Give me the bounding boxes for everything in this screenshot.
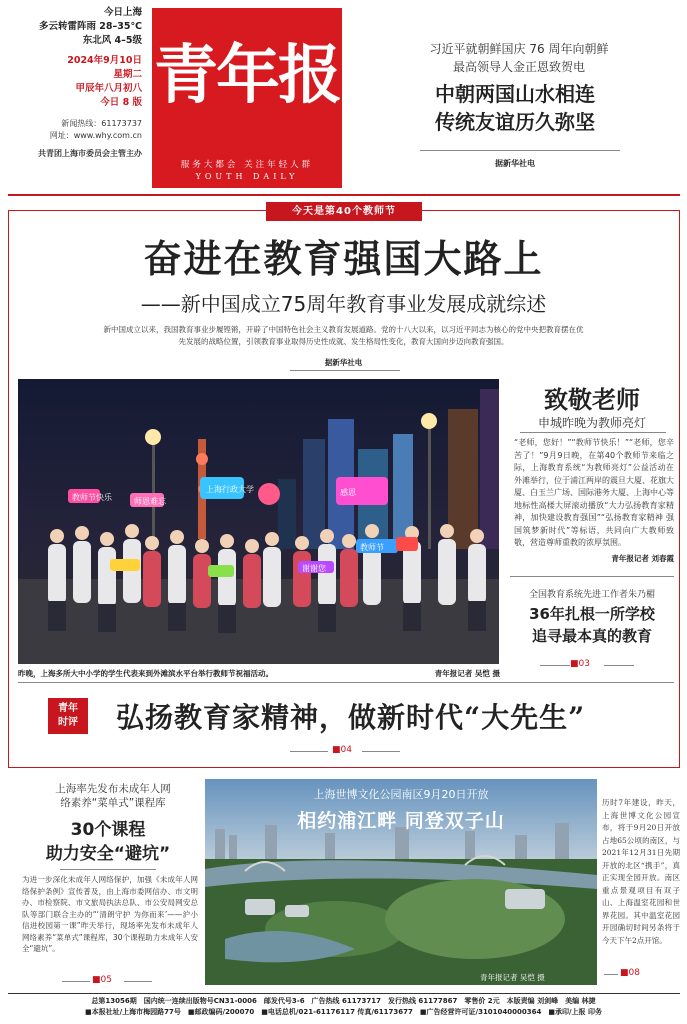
imprint-footer — [0, 996, 687, 1018]
expo-park-headline: 相约浦江畔 同登双子山 — [297, 810, 505, 832]
commentary-page-ref[interactable]: ■04 — [332, 745, 352, 755]
top-story-source: 据新华社电 — [495, 159, 535, 168]
weather-line-2: 东北风 4–5级 — [82, 35, 142, 46]
zhu-headline — [508, 603, 676, 647]
photo-sign-text: 教师节快乐 — [72, 493, 112, 502]
zhu-page-ref[interactable]: ■03 — [570, 659, 590, 669]
publisher: 共青团上海市委员会主管主办 — [38, 149, 142, 158]
lead-source: 据新华社电 — [324, 358, 363, 367]
photo-sign-text: 师恩难忘 — [134, 497, 166, 506]
masthead-title: 青年报 — [154, 38, 340, 113]
weather-title: 今日上海 — [103, 7, 142, 18]
minor-safety-body: 为进一步深化未成年人网络保护，加强《未成年人网络保护条例》宣传普及，由上海市委网信办、市文明办、市检察院、市文旅局执法总队、市公安局网安总队等部门联合主办的“‘清朗守护 为你而来’——沪小信进校园第一课”昨天举行，现场率先发布未成年人网络素养“菜单式”课程库，30个课程助力未成年人安全“避坑”。 — [22, 875, 198, 953]
lead-paragraph: 新中国成立以来，我国教育事业步履铿锵，开辟了中国特色社会主义教育发展道路。党的十八大以来，以习近平同志为核心的党中央把教育摆在优先发展的战略位置，引领教育事业取得历史性成就、发生格局性变化，教育大国向步迈向教育强国。 — [103, 325, 584, 346]
weather-line-1: 多云转雷阵雨 28–35℃ — [38, 21, 142, 32]
zhu-page-rule-left — [540, 665, 570, 666]
photo-caption: 昨晚，上海多所大中小学的学生代表来到外滩滨水平台举行教师节祝福活动。 — [18, 669, 273, 678]
minor-kicker-line-2: 络素养“菜单式”课程库 — [60, 797, 166, 809]
left-info-column — [16, 6, 142, 160]
website: 网址：www.why.com.cn — [49, 131, 142, 140]
commentary-badge-line-1: 青年 — [58, 703, 78, 714]
zhu-headline-line-2: 追寻最本真的教育 — [531, 627, 652, 645]
issue-lunar-date: 甲辰年八月初八 — [75, 83, 142, 94]
commentary-badge — [48, 698, 88, 734]
expo-park-page-ref[interactable]: ■08 — [620, 968, 640, 978]
minor-page-ref[interactable]: ■05 — [92, 975, 112, 985]
imprint-line-1: 总第13056期 国内统一连续出版物号CN31-0006 邮发代号3-6 广告热线 61173717 发行热线 61177867 零售价 2元 本版责编 刘剑峰 美编 林捷 — [91, 997, 596, 1005]
photo-sign-text: 谢谢您 — [302, 564, 326, 573]
bund-night-photo — [18, 379, 499, 664]
teachers-day-banner: 今天是第40个教师节 — [266, 202, 422, 221]
top-story-kicker-line-1: 习近平就朝鲜国庆 76 周年向朝鲜 — [429, 42, 609, 56]
lead-headline: 奋进在教育强国大路上 — [143, 236, 544, 281]
photo-sign-text: 教师节 — [360, 543, 384, 552]
expo-park-kicker: 上海世博文化公园南区9月20日开放 — [313, 788, 489, 801]
commentary-headline: 弘扬教育家精神，做新时代“大先生” — [116, 701, 586, 734]
top-story-headline-line-1: 中朝两国山水相连 — [435, 82, 595, 106]
photo-sign-text: 上海行政大学 — [206, 485, 254, 494]
commentary-page-rule-left — [290, 751, 328, 752]
minor-page-rule-right — [124, 981, 152, 982]
zhu-kicker: 全国教育系统先进工作者朱乃楣 — [528, 590, 655, 600]
minor-page-rule-left — [62, 981, 90, 982]
zhu-headline-line-1: 36年扎根一所学校 — [529, 605, 655, 623]
commentary-badge-line-2: 时评 — [58, 717, 78, 728]
salute-subhead: 申城昨晚为教师亮灯 — [537, 416, 646, 430]
minor-rule — [60, 869, 156, 870]
lead-source-rule — [290, 370, 400, 371]
top-story-headline — [350, 80, 680, 136]
bund-photo-art — [18, 379, 499, 664]
minor-headline-line-1: 30个课程 — [70, 820, 146, 840]
salute-headline: 致敬老师 — [544, 385, 640, 414]
top-story-headline-line-2: 传统友谊历久弥坚 — [435, 110, 595, 134]
photo-bottom-rule — [18, 682, 674, 683]
top-story-source-rule — [420, 150, 620, 151]
expo-park-body: 历时7年建设，昨天，上海世博文化公园宣布，将于9月20日开放占地65公顷的南区，与2021年12月31日先期开放的北区“携手”，真正实现全园开放。南区重点景观项目有双子山、上海温室花园和世界花园。其中温室花园开园确切时间另条将于今天下午2点开馆。 — [602, 798, 680, 945]
masthead-divider — [8, 194, 680, 196]
salute-body: “老师，您好！”“教师节快乐！”“老师，您辛苦了！”9月9日晚，在第40个教师节来临之际，上海教育系统“为教师亮灯”公益活动在外滩举行，位于浦江两岸的震旦大厦、花旗大厦、白玉兰广场、国际港务大厦、上海中心等地标性高楼大屏滚动播放“大力弘扬教育家精神，加快建设教育强国”“弘扬教育家精神 强国筑梦新时代”等标语，共同向广大教师致敬，营造尊师重教的浓厚氛围。 — [514, 438, 674, 547]
masthead-motto: 服务大都会 关注年轻人群 — [180, 160, 314, 170]
minor-safety-headline — [18, 818, 198, 866]
lead-subhead: ——新中国成立75周年教育事业发展成就综述 — [140, 292, 547, 316]
salute-byline: 青年报记者 刘春霞 — [611, 554, 674, 563]
issue-weekday: 星期二 — [113, 69, 142, 80]
photo-credit: 青年报记者 吴恺 摄 — [434, 669, 500, 678]
minor-kicker-line-1: 上海率先发布未成年人网 — [55, 783, 171, 795]
right-column-divider — [510, 576, 674, 577]
minor-headline-line-2: 助力安全“避坑” — [45, 844, 171, 864]
imprint-line-2: ■本报社址/上海市梅园路77号 ■邮政编码/200070 ■电话总机/021-61176117 传真/61173677 ■广告经营许可证/3101040000364 ■承印/上报 印务 — [84, 1008, 602, 1016]
masthead-logo — [152, 8, 342, 188]
minor-safety-kicker — [24, 782, 202, 810]
top-story — [350, 6, 680, 169]
issue-page-count: 今日 8 版 — [100, 97, 142, 108]
park-page-rule — [604, 974, 618, 975]
top-story-kicker — [358, 40, 680, 76]
news-hotline: 新闻热线：61173737 — [61, 119, 142, 128]
footer-divider — [8, 993, 680, 994]
issue-date: 2024年9月10日 — [67, 55, 142, 66]
masthead-english: YOUTH DAILY — [195, 172, 299, 181]
top-story-kicker-line-2: 最高领导人金正恩致贺电 — [452, 60, 585, 74]
zhu-page-rule-right — [604, 665, 634, 666]
commentary-page-rule-right — [362, 751, 400, 752]
salute-rule — [520, 432, 666, 433]
expo-park-photo-credit: 青年报记者 吴恺 摄 — [480, 973, 545, 982]
photo-sign-text: 感恩 — [340, 488, 356, 497]
